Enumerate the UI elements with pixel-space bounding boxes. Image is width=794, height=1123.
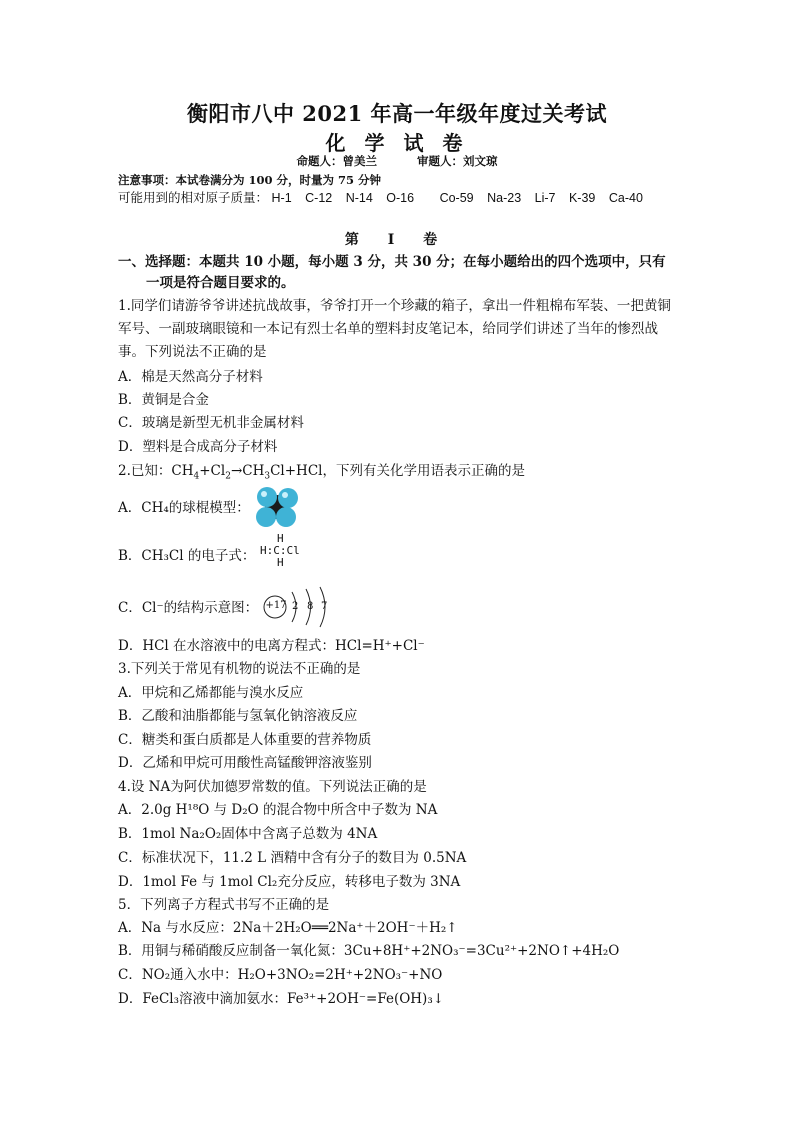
q1-option-a: A．棉是天然高分子材料 <box>118 369 263 385</box>
ball-stick-model-icon <box>250 484 304 530</box>
q1-option-c: C．玻璃是新型无机非金属材料 <box>118 415 304 431</box>
q5-option-c: C．NO₂通入水中：H₂O+3NO₂=2H⁺+2NO₃⁻+NO <box>118 967 443 983</box>
electron-mid: H:C:Cl <box>260 544 300 557</box>
q5-stem: 5．下列离子方程式书写不正确的是 <box>118 897 330 913</box>
shell-2: 8 <box>307 601 314 612</box>
q3-stem: 3.下列关于常见有机物的说法不正确的是 <box>118 661 361 677</box>
q2-stem-prefix: 2.已知： <box>118 463 172 479</box>
mass-item: K-39 <box>568 191 596 205</box>
q4-option-b: B．1mol Na₂O₂固体中含离子总数为 4NA <box>118 826 378 842</box>
mass-item: N-14 <box>345 191 373 205</box>
q2-option-d: D．HCl 在水溶液中的电离方程式：HCl=H⁺+Cl⁻ <box>118 638 425 654</box>
section-line-2: 一项是符合题目要求的。 <box>146 275 295 291</box>
q1-stem: 1.同学们请游爷爷讲述抗战故事，爷爷打开一个珍藏的箱子，拿出一件粗棉布军装、一把黄铜军号、一副玻璃眼镜和一本记有烈士名单的塑料封皮笔记本，给同学们讲述了当年的惨烈战事。下列说法不正确的是 <box>118 298 671 360</box>
mass-item: Na-23 <box>487 191 522 205</box>
nucleus-label: +17 <box>265 600 287 611</box>
q2-option-c: C．Cl⁻的结构示意图： <box>118 600 259 616</box>
mass-item: C-12 <box>305 191 333 205</box>
q4-option-d: D．1mol Fe 与 1mol Cl₂充分反应，转移电子数为 3NA <box>118 874 461 890</box>
part-heading: 第 I 卷 <box>344 232 450 248</box>
q1-option-b: B．黄铜是合金 <box>118 392 209 408</box>
mass-item: Ca-40 <box>608 191 643 205</box>
q5-option-a: A．Na 与水反应：2Na＋2H₂O══2Na⁺＋2OH⁻＋H₂↑ <box>118 920 458 936</box>
q4-option-c: C．标准状况下，11.2 L 酒精中含有分子的数目为 0.5NA <box>118 850 467 866</box>
electron-h-bottom: H <box>277 556 284 569</box>
q1-option-d: D．塑料是合成高分子材料 <box>118 439 278 455</box>
shell-1: 2 <box>292 601 299 612</box>
q5-option-d: D．FeCl₃溶液中滴加氨水：Fe³⁺+2OH⁻=Fe(OH)₃↓ <box>118 991 445 1007</box>
authors-line <box>0 153 794 169</box>
q3-option-b: B．乙酸和油脂都能与氢氧化钠溶液反应 <box>118 708 358 724</box>
exam-subtitle: 化 学 试 卷 <box>325 131 469 155</box>
q2-option-b: B．CH₃Cl 的电子式： <box>118 548 256 564</box>
shell-3: 7 <box>321 601 328 612</box>
reviewer: 审题人：刘文琼 <box>417 154 498 168</box>
electron-formula <box>260 533 300 569</box>
q3-option-c: C．糖类和蛋白质都是人体重要的营养物质 <box>118 732 372 748</box>
section-heading <box>118 252 678 294</box>
exam-title: 衡阳市八中 2021 年高一年级年度过关考试 <box>186 101 608 126</box>
q2-reaction: $CH_4+Cl_2\to CH_3Cl+HCl$ <box>171 463 323 482</box>
masses-label: 可能用到的相对原子质量： <box>118 191 269 205</box>
atomic-masses <box>118 188 653 206</box>
author: 命题人：曾美兰 <box>296 154 377 168</box>
notice: 注意事项：本试卷满分为 100 分，时量为 75 分钟 <box>118 173 382 187</box>
q2-option-a: A．CH₄的球棍模型： <box>118 500 250 516</box>
q2-stem <box>118 461 525 487</box>
mass-item: Co-59 <box>439 191 474 205</box>
q3-option-a: A．甲烷和乙烯都能与溴水反应 <box>118 685 304 701</box>
section-line-1: 一、选择题：本题共 10 小题，每小题 3 分，共 30 分；在每小题给出的四个选项中，只有 <box>118 254 666 270</box>
q5-option-b: B．用铜与稀硝酸反应制备一氧化氮：3Cu+8H⁺+2NO₃⁻=3Cu²⁺+2NO↑+4H₂O <box>118 943 620 959</box>
q4-stem: 4.设 NA为阿伏加德罗常数的值。下列说法正确的是 <box>118 779 427 795</box>
q4-option-a: A．2.0g H¹⁸O 与 D₂O 的混合物中所含中子数为 NA <box>118 802 438 818</box>
q2-stem-suffix: ，下列有关化学用语表示正确的是 <box>322 463 525 479</box>
mass-item: Li-7 <box>534 191 556 205</box>
mass-item: H-1 <box>271 191 292 205</box>
electron-h-top: H <box>277 532 284 545</box>
q3-option-d: D．乙烯和甲烷可用酸性高锰酸钾溶液鉴别 <box>118 755 372 771</box>
mass-item: O-16 <box>386 191 415 205</box>
